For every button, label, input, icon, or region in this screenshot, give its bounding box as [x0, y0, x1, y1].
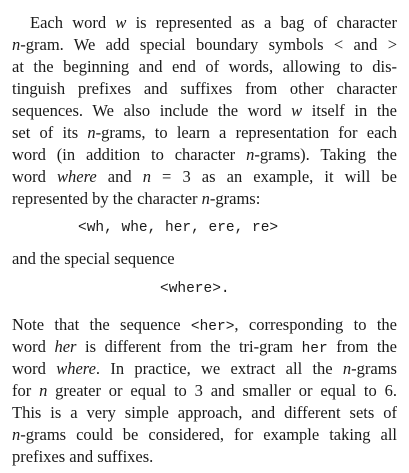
text-span: greater or equal to 3 and smaller or equal to 6.	[47, 381, 397, 400]
ngrams-display-line	[12, 217, 397, 239]
paragraph-2-line-1	[12, 314, 397, 336]
text-span: , corresponding to the	[234, 315, 397, 334]
text-span: and the special sequence	[12, 249, 175, 268]
math-variable-n: n	[246, 145, 255, 164]
math-variable-n: n	[201, 189, 210, 208]
emphasis-word-her: her	[54, 337, 77, 356]
text-span: -gram. We add special boundary symbols < and >	[20, 35, 397, 54]
math-variable-n: n	[342, 359, 352, 378]
math-variable-n: n	[39, 381, 48, 400]
paragraph-2-line-7	[12, 446, 397, 468]
paragraph-2-line-2	[12, 336, 397, 358]
text-span: -grams, to learn a representation for each	[95, 123, 397, 142]
text-span: represented by the character	[12, 189, 202, 208]
text-span: word	[12, 359, 57, 378]
code-her-trigram: her	[301, 341, 328, 357]
math-variable-w: w	[115, 13, 127, 32]
text-span: word	[12, 167, 57, 186]
text-span: is different from the tri-gram	[76, 337, 302, 356]
math-variable-n: n	[12, 35, 21, 54]
code-her-sequence: <her>	[190, 319, 235, 335]
text-span: is represented as a bag of character	[126, 13, 397, 32]
math-variable-n: n	[87, 123, 96, 142]
text-span: -grams	[351, 359, 397, 378]
sequence-code: <where>.	[160, 281, 230, 297]
paragraph-1-line-9	[12, 188, 397, 210]
text-span: . In practice, we extract all the	[95, 359, 343, 378]
text-span: -grams could be considered, for example taking all	[20, 425, 397, 444]
text-span: for	[12, 381, 40, 400]
math-variable-n: n	[12, 425, 21, 444]
emphasis-word-where: where	[56, 359, 96, 378]
text-span: from the	[327, 337, 397, 356]
paragraph-2-line-4	[12, 380, 397, 402]
text-span: word (in addition to character	[12, 145, 247, 164]
paragraph-2-line-5	[12, 402, 397, 424]
text-span: -grams:	[209, 189, 261, 208]
text-span: set of its	[12, 123, 88, 142]
text-span: Note that the sequence	[12, 315, 191, 334]
text-span: sequences. We also include the word	[12, 101, 292, 120]
text-span: word	[12, 337, 55, 356]
sequence-display-line	[12, 278, 397, 300]
math-variable-n: n	[142, 167, 151, 186]
paragraph-1-line-7	[12, 144, 397, 166]
text-span: This is a very simple approach, and different sets of	[12, 403, 397, 422]
text-span: and	[96, 167, 143, 186]
text-span: at the beginning and end of words, allowing to dis-	[12, 57, 397, 76]
text-span: prefixes and suffixes.	[12, 447, 154, 466]
and-special-sequence-line	[12, 248, 397, 270]
paragraph-1-line-3	[12, 56, 397, 78]
paragraph-1-line-5	[12, 100, 397, 122]
emphasis-word-where: where	[57, 167, 97, 186]
paragraph-1-line-8	[12, 166, 397, 188]
text-span: -grams). Taking the	[254, 145, 398, 164]
paragraph-1-line-6	[12, 122, 397, 144]
text-span: tinguish prefixes and suffixes from other character	[12, 79, 397, 98]
text-span: itself in the	[302, 101, 397, 120]
paragraph-1-line-1	[12, 12, 397, 34]
paragraph-2-line-6	[12, 424, 397, 446]
text-span: = 3 as an example, it will be	[150, 167, 397, 186]
paragraph-2-line-3	[12, 358, 397, 380]
paragraph-1-line-4	[12, 78, 397, 100]
math-variable-w: w	[291, 101, 303, 120]
text-span: Each word	[30, 13, 116, 32]
paragraph-1-line-2	[12, 34, 397, 56]
ngrams-code: <wh, whe, her, ere, re>	[78, 220, 279, 236]
